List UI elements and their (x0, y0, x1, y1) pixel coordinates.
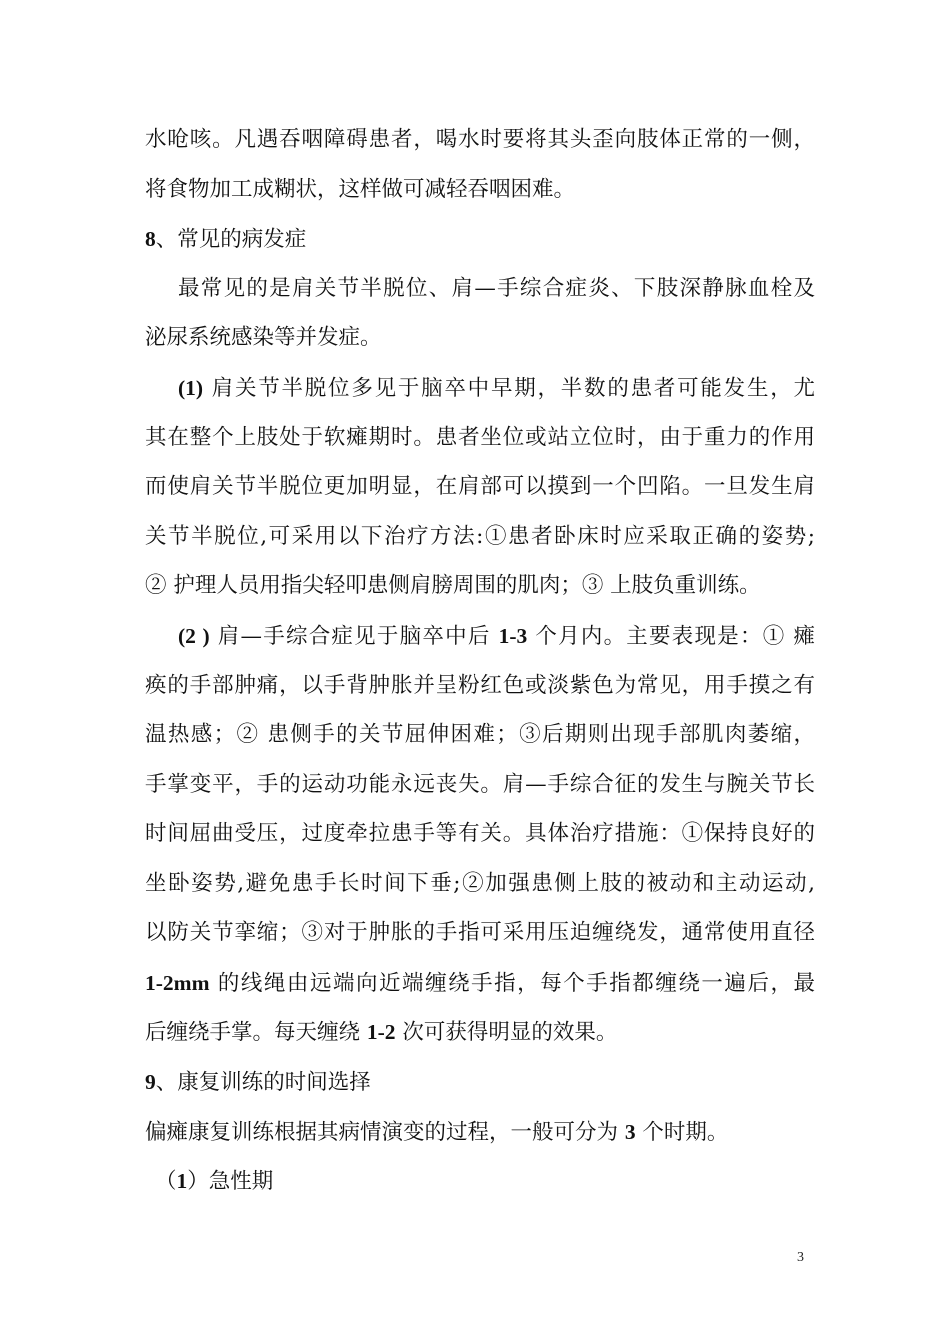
text-line (178, 373, 815, 404)
text-segment: 坐卧姿势,避免患手长时间下垂;②加强患侧上肢的被动和主动运动, (145, 871, 815, 896)
text-line (145, 869, 815, 899)
text-segment: 而使肩关节半脱位更加明显，在肩部可以摸到一个凹陷。一旦发生肩 (145, 474, 815, 499)
text-segment: 肩—手综合症见于脑卒中后 (209, 624, 499, 649)
text-line (145, 1117, 815, 1148)
text-segment: 手掌变平，手的运动功能永远丧失。肩—手综合征的发生与腕关节长 (145, 772, 815, 797)
text-segment: 将食物加工成糊状，这样做可减轻吞咽困难。 (145, 177, 576, 202)
text-line (145, 571, 815, 601)
text-segment: 次可获得明显的效果。 (395, 1020, 618, 1045)
text-segment: 肩关节半脱位多见于脑卒中早期，半数的患者可能发生，尤 (203, 376, 815, 401)
text-segment: 后缠绕手掌。每天缠绕 (145, 1020, 367, 1045)
text-line (145, 720, 815, 750)
text-line (145, 175, 815, 205)
text-segment: 水呛咳。凡遇吞咽障碍患者，喝水时要将其头歪向肢体正常的一侧， (145, 127, 815, 152)
text-segment: 温热感；② 患侧手的关节屈伸困难；③后期则出现手部肌肉萎缩， (145, 722, 815, 747)
text-line (178, 274, 815, 304)
text-line (145, 224, 815, 255)
text-line (145, 1067, 815, 1098)
bold-text: 9 (145, 1070, 156, 1094)
text-line (145, 323, 815, 353)
text-segment: 其在整个上肢处于软瘫期时。患者坐位或站立位时，由于重力的作用 (145, 425, 815, 450)
text-line (145, 968, 815, 999)
bold-text: 3 (624, 1120, 636, 1144)
text-segment: 偏瘫康复训练根据其病情演变的过程，一般可分为 (145, 1120, 625, 1145)
text-line (145, 522, 815, 552)
bold-text: 8 (145, 227, 156, 251)
text-segment: 个月内。主要表现是：① 瘫 (527, 624, 815, 649)
bold-text: (1) (178, 376, 204, 400)
bold-text: 1-2 (366, 1020, 396, 1044)
text-line (145, 770, 815, 800)
bold-text: 1-2mm (145, 971, 210, 995)
text-line (145, 1017, 815, 1048)
text-segment: 、常见的病发症 (155, 227, 307, 252)
text-line (145, 918, 815, 948)
text-line (178, 621, 815, 652)
text-segment: 个时期。 (635, 1120, 729, 1145)
bold-text: (2 ) (178, 624, 210, 648)
text-segment: 、康复训练的时间选择 (155, 1070, 371, 1095)
text-line (145, 472, 815, 502)
text-segment: 痪的手部肿痛，以手背肿胀并呈粉红色或淡紫色为常见，用手摸之有 (145, 673, 815, 698)
text-segment: 时间屈曲受压，过度牵拉患手等有关。具体治疗措施：①保持良好的 (145, 821, 815, 846)
text-segment: 以防关节挛缩；③对于肿胀的手指可采用压迫缠绕发，通常使用直径 (145, 920, 815, 945)
text-segment: ② 护理人员用指尖轻叩患侧肩膀周围的肌肉；③ 上肢负重训练。 (145, 573, 761, 598)
text-line (145, 423, 815, 453)
page-number: 3 (797, 1250, 804, 1265)
text-line (145, 819, 815, 849)
text-line (145, 671, 815, 701)
bold-text: 1 (176, 1169, 188, 1193)
text-segment: 最常见的是肩关节半脱位、肩—手综合症炎、下肢深静脉血栓及 (178, 276, 815, 301)
text-segment: 关节半脱位,可采用以下治疗方法:①患者卧床时应采取正确的姿势; (145, 524, 815, 549)
text-segment: 泌尿系统感染等并发症。 (145, 325, 382, 350)
text-line (155, 1166, 815, 1197)
text-segment: ）急性期 (187, 1169, 274, 1194)
bold-text: 1-3 (498, 624, 528, 648)
text-segment: （ (155, 1169, 177, 1194)
text-segment: 的线绳由远端向近端缠绕手指，每个手指都缠绕一遍后，最 (209, 971, 815, 996)
text-line (145, 125, 815, 155)
